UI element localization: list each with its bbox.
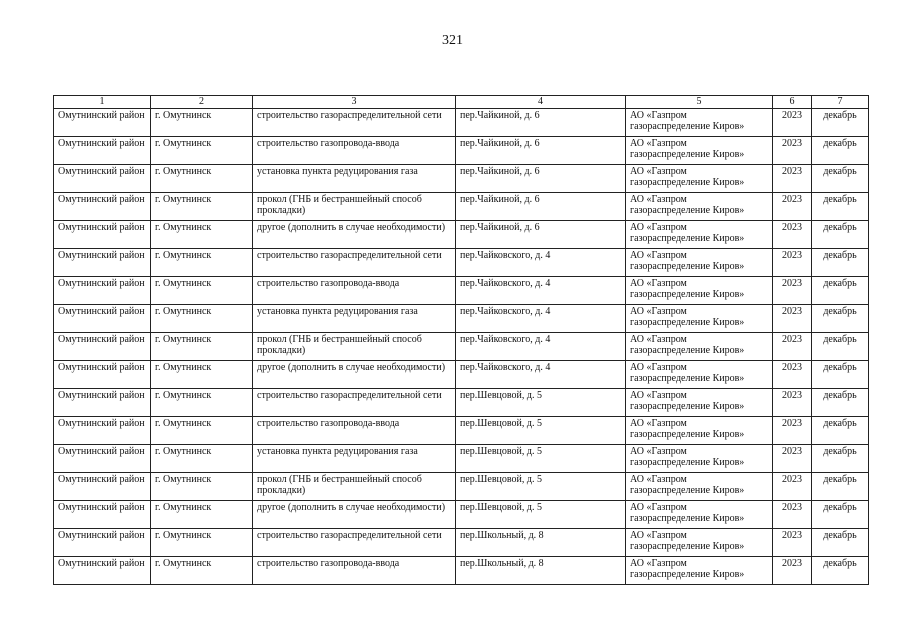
district-cell: Омутнинский район xyxy=(54,305,151,333)
table-row xyxy=(54,137,869,165)
work-type-cell: установка пункта редуцирования газа xyxy=(253,165,456,193)
district-cell: Омутнинский район xyxy=(54,417,151,445)
work-type-cell: другое (дополнить в случае необходимости) xyxy=(253,221,456,249)
month-cell: декабрь xyxy=(812,529,869,557)
work-type-cell: прокол (ГНБ и бестраншейный способ прокладки) xyxy=(253,333,456,361)
organization-cell: АО «Газпром газораспределение Киров» xyxy=(626,529,773,557)
organization-cell: АО «Газпром газораспределение Киров» xyxy=(626,221,773,249)
year-cell: 2023 xyxy=(773,249,812,277)
work-type-cell: строительство газораспределительной сети xyxy=(253,529,456,557)
year-cell: 2023 xyxy=(773,165,812,193)
table-row xyxy=(54,445,869,473)
column-header: 3 xyxy=(253,96,456,109)
address-cell: пер.Шевцовой, д. 5 xyxy=(456,445,626,473)
address-cell: пер.Чайкиной, д. 6 xyxy=(456,109,626,137)
city-cell: г. Омутнинск xyxy=(151,221,253,249)
year-cell: 2023 xyxy=(773,137,812,165)
month-cell: декабрь xyxy=(812,137,869,165)
year-cell: 2023 xyxy=(773,193,812,221)
year-cell: 2023 xyxy=(773,529,812,557)
table-row xyxy=(54,557,869,585)
header-row xyxy=(54,96,869,109)
table-row xyxy=(54,417,869,445)
work-type-cell: установка пункта редуцирования газа xyxy=(253,305,456,333)
district-cell: Омутнинский район xyxy=(54,137,151,165)
page-number: 321 xyxy=(442,33,463,48)
work-type-cell: другое (дополнить в случае необходимости) xyxy=(253,501,456,529)
year-cell: 2023 xyxy=(773,389,812,417)
city-cell: г. Омутнинск xyxy=(151,473,253,501)
column-header: 6 xyxy=(773,96,812,109)
year-cell: 2023 xyxy=(773,473,812,501)
organization-cell: АО «Газпром газораспределение Киров» xyxy=(626,501,773,529)
district-cell: Омутнинский район xyxy=(54,529,151,557)
district-cell: Омутнинский район xyxy=(54,333,151,361)
work-type-cell: строительство газопровода-ввода xyxy=(253,137,456,165)
work-type-cell: другое (дополнить в случае необходимости) xyxy=(253,361,456,389)
table-row xyxy=(54,193,869,221)
city-cell: г. Омутнинск xyxy=(151,445,253,473)
district-cell: Омутнинский район xyxy=(54,249,151,277)
column-header: 4 xyxy=(456,96,626,109)
column-header: 7 xyxy=(812,96,869,109)
year-cell: 2023 xyxy=(773,501,812,529)
month-cell: декабрь xyxy=(812,249,869,277)
work-type-cell: строительство газопровода-ввода xyxy=(253,277,456,305)
year-cell: 2023 xyxy=(773,109,812,137)
organization-cell: АО «Газпром газораспределение Киров» xyxy=(626,109,773,137)
year-cell: 2023 xyxy=(773,305,812,333)
work-type-cell: прокол (ГНБ и бестраншейный способ прокладки) xyxy=(253,193,456,221)
organization-cell: АО «Газпром газораспределение Киров» xyxy=(626,193,773,221)
address-cell: пер.Чайковского, д. 4 xyxy=(456,333,626,361)
address-cell: пер.Шевцовой, д. 5 xyxy=(456,417,626,445)
year-cell: 2023 xyxy=(773,417,812,445)
year-cell: 2023 xyxy=(773,361,812,389)
year-cell: 2023 xyxy=(773,333,812,361)
city-cell: г. Омутнинск xyxy=(151,137,253,165)
table-row xyxy=(54,249,869,277)
organization-cell: АО «Газпром газораспределение Киров» xyxy=(626,445,773,473)
city-cell: г. Омутнинск xyxy=(151,165,253,193)
city-cell: г. Омутнинск xyxy=(151,193,253,221)
table-row xyxy=(54,221,869,249)
district-cell: Омутнинский район xyxy=(54,277,151,305)
year-cell: 2023 xyxy=(773,277,812,305)
column-header: 1 xyxy=(54,96,151,109)
city-cell: г. Омутнинск xyxy=(151,333,253,361)
table-row xyxy=(54,165,869,193)
year-cell: 2023 xyxy=(773,557,812,585)
month-cell: декабрь xyxy=(812,305,869,333)
table-row xyxy=(54,501,869,529)
organization-cell: АО «Газпром газораспределение Киров» xyxy=(626,277,773,305)
month-cell: декабрь xyxy=(812,333,869,361)
table-row xyxy=(54,333,869,361)
organization-cell: АО «Газпром газораспределение Киров» xyxy=(626,333,773,361)
organization-cell: АО «Газпром газораспределение Киров» xyxy=(626,473,773,501)
month-cell: декабрь xyxy=(812,557,869,585)
district-cell: Омутнинский район xyxy=(54,557,151,585)
organization-cell: АО «Газпром газораспределение Киров» xyxy=(626,249,773,277)
address-cell: пер.Чайкиной, д. 6 xyxy=(456,137,626,165)
column-header: 2 xyxy=(151,96,253,109)
table-row xyxy=(54,473,869,501)
city-cell: г. Омутнинск xyxy=(151,389,253,417)
table-row xyxy=(54,109,869,137)
organization-cell: АО «Газпром газораспределение Киров» xyxy=(626,305,773,333)
month-cell: декабрь xyxy=(812,473,869,501)
table-body xyxy=(54,109,869,585)
district-cell: Омутнинский район xyxy=(54,361,151,389)
month-cell: декабрь xyxy=(812,165,869,193)
month-cell: декабрь xyxy=(812,277,869,305)
organization-cell: АО «Газпром газораспределение Киров» xyxy=(626,389,773,417)
city-cell: г. Омутнинск xyxy=(151,277,253,305)
district-cell: Омутнинский район xyxy=(54,445,151,473)
address-cell: пер.Чайкиной, д. 6 xyxy=(456,165,626,193)
work-type-cell: строительство газораспределительной сети xyxy=(253,109,456,137)
work-type-cell: строительство газопровода-ввода xyxy=(253,417,456,445)
district-cell: Омутнинский район xyxy=(54,109,151,137)
work-type-cell: строительство газопровода-ввода xyxy=(253,557,456,585)
city-cell: г. Омутнинск xyxy=(151,501,253,529)
table-row xyxy=(54,389,869,417)
district-cell: Омутнинский район xyxy=(54,473,151,501)
city-cell: г. Омутнинск xyxy=(151,109,253,137)
city-cell: г. Омутнинск xyxy=(151,529,253,557)
address-cell: пер.Чайковского, д. 4 xyxy=(456,249,626,277)
address-cell: пер.Чайковского, д. 4 xyxy=(456,305,626,333)
work-type-cell: установка пункта редуцирования газа xyxy=(253,445,456,473)
district-cell: Омутнинский район xyxy=(54,221,151,249)
district-cell: Омутнинский район xyxy=(54,165,151,193)
district-cell: Омутнинский район xyxy=(54,389,151,417)
month-cell: декабрь xyxy=(812,361,869,389)
column-header: 5 xyxy=(626,96,773,109)
work-type-cell: строительство газораспределительной сети xyxy=(253,249,456,277)
table-row xyxy=(54,305,869,333)
address-cell: пер.Школьный, д. 8 xyxy=(456,557,626,585)
address-cell: пер.Шевцовой, д. 5 xyxy=(456,389,626,417)
month-cell: декабрь xyxy=(812,221,869,249)
city-cell: г. Омутнинск xyxy=(151,557,253,585)
month-cell: декабрь xyxy=(812,193,869,221)
month-cell: декабрь xyxy=(812,445,869,473)
work-type-cell: прокол (ГНБ и бестраншейный способ прокладки) xyxy=(253,473,456,501)
work-type-cell: строительство газораспределительной сети xyxy=(253,389,456,417)
month-cell: декабрь xyxy=(812,501,869,529)
organization-cell: АО «Газпром газораспределение Киров» xyxy=(626,557,773,585)
organization-cell: АО «Газпром газораспределение Киров» xyxy=(626,417,773,445)
organization-cell: АО «Газпром газораспределение Киров» xyxy=(626,165,773,193)
month-cell: декабрь xyxy=(812,417,869,445)
table-row xyxy=(54,277,869,305)
city-cell: г. Омутнинск xyxy=(151,305,253,333)
month-cell: декабрь xyxy=(812,109,869,137)
year-cell: 2023 xyxy=(773,221,812,249)
city-cell: г. Омутнинск xyxy=(151,361,253,389)
year-cell: 2023 xyxy=(773,445,812,473)
works-table xyxy=(53,95,869,585)
organization-cell: АО «Газпром газораспределение Киров» xyxy=(626,137,773,165)
district-cell: Омутнинский район xyxy=(54,501,151,529)
city-cell: г. Омутнинск xyxy=(151,249,253,277)
address-cell: пер.Чайкиной, д. 6 xyxy=(456,193,626,221)
district-cell: Омутнинский район xyxy=(54,193,151,221)
address-cell: пер.Чайковского, д. 4 xyxy=(456,361,626,389)
address-cell: пер.Чайковского, д. 4 xyxy=(456,277,626,305)
address-cell: пер.Шевцовой, д. 5 xyxy=(456,473,626,501)
month-cell: декабрь xyxy=(812,389,869,417)
address-cell: пер.Шевцовой, д. 5 xyxy=(456,501,626,529)
table-row xyxy=(54,361,869,389)
table-row xyxy=(54,529,869,557)
city-cell: г. Омутнинск xyxy=(151,417,253,445)
organization-cell: АО «Газпром газораспределение Киров» xyxy=(626,361,773,389)
address-cell: пер.Школьный, д. 8 xyxy=(456,529,626,557)
address-cell: пер.Чайкиной, д. 6 xyxy=(456,221,626,249)
